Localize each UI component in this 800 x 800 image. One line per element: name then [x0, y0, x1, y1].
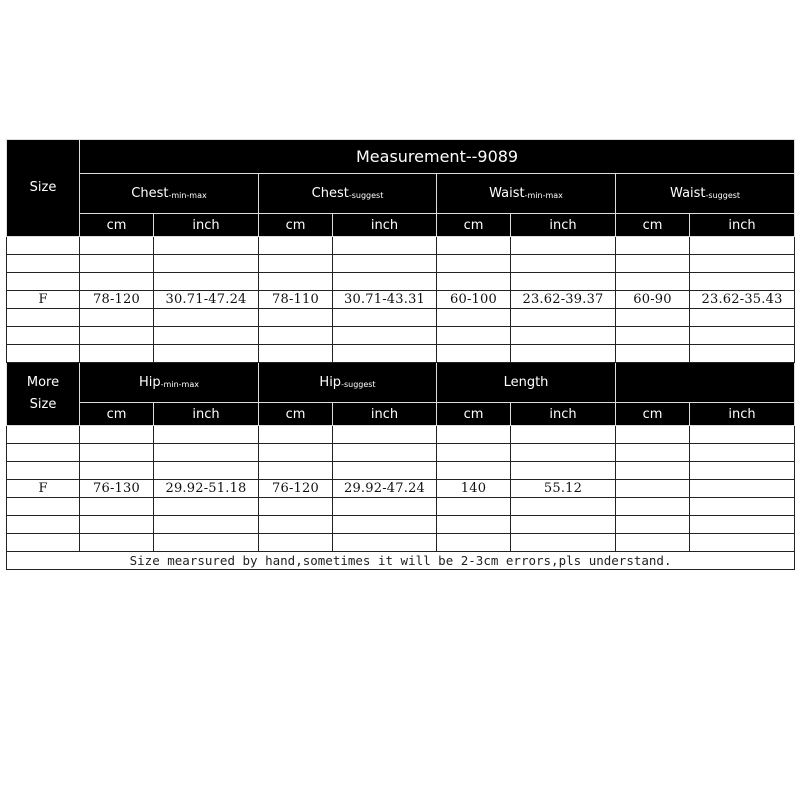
unit-header: inch — [511, 214, 616, 237]
unit-header: inch — [333, 403, 437, 426]
value-cell: 76-130 — [80, 480, 154, 498]
group-name: Chest — [311, 186, 349, 201]
table-row — [7, 498, 795, 516]
measurement-size-chart — [6, 139, 794, 570]
group-name: Waist — [489, 186, 525, 201]
unit-header: cm — [616, 403, 690, 426]
value-cell: 78-110 — [259, 291, 333, 309]
more-size-header — [7, 363, 80, 426]
table-row — [7, 426, 795, 444]
group-sub: -suggest — [705, 191, 741, 200]
value-cell: 140 — [437, 480, 511, 498]
unit-header: cm — [80, 403, 154, 426]
unit-header: inch — [690, 214, 795, 237]
group-sub: -suggest — [348, 191, 384, 200]
size-cell: F — [7, 480, 80, 498]
more-size-line2: Size — [29, 397, 57, 412]
value-cell: 78-120 — [80, 291, 154, 309]
group-sub: -suggest — [341, 380, 376, 389]
table-row — [7, 444, 795, 462]
size-cell: F — [7, 291, 80, 309]
value-cell: 23.62-39.37 — [511, 291, 616, 309]
table-row — [7, 327, 795, 345]
unit-header: cm — [437, 214, 511, 237]
value-cell: 30.71-43.31 — [333, 291, 437, 309]
group-header-length — [437, 363, 616, 403]
value-cell — [690, 480, 795, 498]
table-row — [7, 255, 795, 273]
group-name: Chest — [131, 186, 169, 201]
table-row — [7, 345, 795, 363]
unit-header: inch — [690, 403, 795, 426]
group-sub: -min-max — [168, 191, 207, 200]
unit-header: inch — [333, 214, 437, 237]
value-cell: 23.62-35.43 — [690, 291, 795, 309]
unit-header: cm — [80, 214, 154, 237]
group-name: Hip — [139, 375, 161, 390]
table-row — [7, 534, 795, 552]
value-cell: 60-100 — [437, 291, 511, 309]
group-header-empty — [616, 363, 795, 403]
table-row-size-f — [7, 480, 795, 498]
value-cell: 55.12 — [511, 480, 616, 498]
unit-header: inch — [154, 403, 259, 426]
group-header-waist-suggest — [616, 174, 795, 214]
table-row — [7, 462, 795, 480]
group-sub: -min-max — [160, 380, 199, 389]
size-table — [6, 139, 795, 570]
more-size-line1: More — [26, 375, 60, 390]
group-header-chest-suggest — [259, 174, 437, 214]
table-row — [7, 237, 795, 255]
value-cell: 29.92-51.18 — [154, 480, 259, 498]
table-row-size-f — [7, 291, 795, 309]
group-header-waist-min-max — [437, 174, 616, 214]
table-row — [7, 273, 795, 291]
measurement-note: Size mearsured by hand,sometimes it will be 2-3cm errors,pls understand. — [7, 552, 795, 570]
value-cell — [616, 480, 690, 498]
table-row — [7, 309, 795, 327]
value-cell: 76-120 — [259, 480, 333, 498]
value-cell: 60-90 — [616, 291, 690, 309]
unit-header: cm — [259, 214, 333, 237]
unit-header: inch — [511, 403, 616, 426]
group-header-hip-min-max — [80, 363, 259, 403]
size-header: Size — [7, 140, 80, 237]
unit-header: cm — [616, 214, 690, 237]
unit-header: cm — [259, 403, 333, 426]
group-name: Hip — [319, 375, 342, 390]
unit-header: inch — [154, 214, 259, 237]
group-header-chest-min-max — [80, 174, 259, 214]
group-name: Waist — [670, 186, 706, 201]
group-name: Length — [503, 375, 549, 390]
group-sub: -min-max — [524, 191, 563, 200]
value-cell: 30.71-47.24 — [154, 291, 259, 309]
unit-header: cm — [437, 403, 511, 426]
value-cell: 29.92-47.24 — [333, 480, 437, 498]
table-row — [7, 516, 795, 534]
chart-title: Measurement--9089 — [80, 140, 795, 174]
group-header-hip-suggest — [259, 363, 437, 403]
